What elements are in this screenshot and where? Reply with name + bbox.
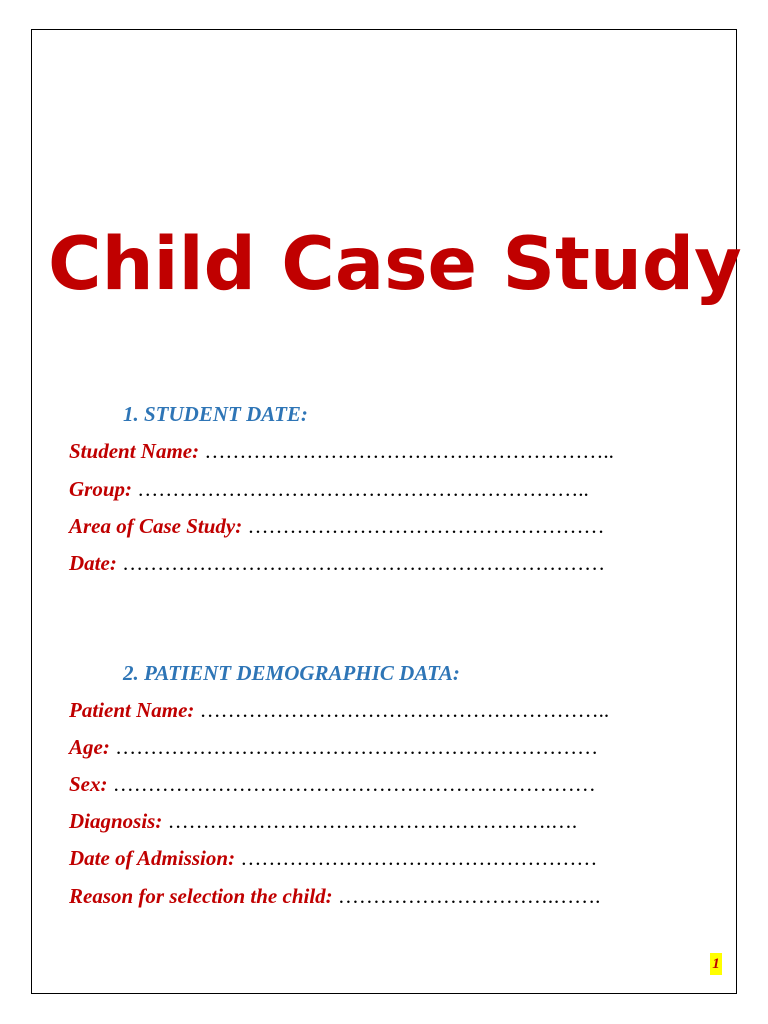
section-heading-patient-demographic-data: 2. PATIENT DEMOGRAPHIC DATA: xyxy=(123,661,460,685)
field-fill-line: ………………………….……. xyxy=(337,884,601,908)
field-label: Group: xyxy=(69,477,133,501)
field-fill-line: …………………………………………………………… xyxy=(112,772,596,796)
section-heading-student-data: 1. STUDENT DATE: xyxy=(123,402,308,426)
field-fill-line: ………………………………………………….. xyxy=(204,439,614,463)
field-diagnosis xyxy=(69,809,577,834)
field-student-name xyxy=(69,439,614,464)
field-fill-line: …………………………………………… xyxy=(240,846,598,870)
field-patient-name xyxy=(69,698,609,723)
field-date xyxy=(69,551,605,576)
field-label: Area of Case Study: xyxy=(69,514,243,538)
field-label: Date: xyxy=(69,551,117,575)
field-label: Reason for selection the child: xyxy=(69,884,333,908)
field-date-of-admission xyxy=(69,846,597,871)
field-fill-line: …………………………………………………………… xyxy=(122,551,606,575)
field-label: Age: xyxy=(69,735,110,759)
field-fill-line: …………………………………………………………… xyxy=(115,735,599,759)
field-label: Date of Admission: xyxy=(69,846,236,870)
field-label: Student Name: xyxy=(69,439,200,463)
field-area-of-case-study xyxy=(69,514,605,539)
field-fill-line: ……………………………………………………….. xyxy=(137,477,589,501)
document-title: Child Case Study xyxy=(48,222,742,307)
field-group xyxy=(69,477,589,502)
field-label: Sex: xyxy=(69,772,108,796)
field-label: Diagnosis: xyxy=(69,809,163,833)
page-number: 1 xyxy=(710,953,722,975)
field-reason-for-selection xyxy=(69,884,600,909)
field-fill-line: ………………………………………………….. xyxy=(199,698,610,722)
field-fill-line: ……………………………………………….…. xyxy=(167,809,578,833)
field-sex xyxy=(69,772,596,797)
field-fill-line: …………………………………………… xyxy=(247,514,605,538)
field-age xyxy=(69,735,598,760)
field-label: Patient Name: xyxy=(69,698,195,722)
